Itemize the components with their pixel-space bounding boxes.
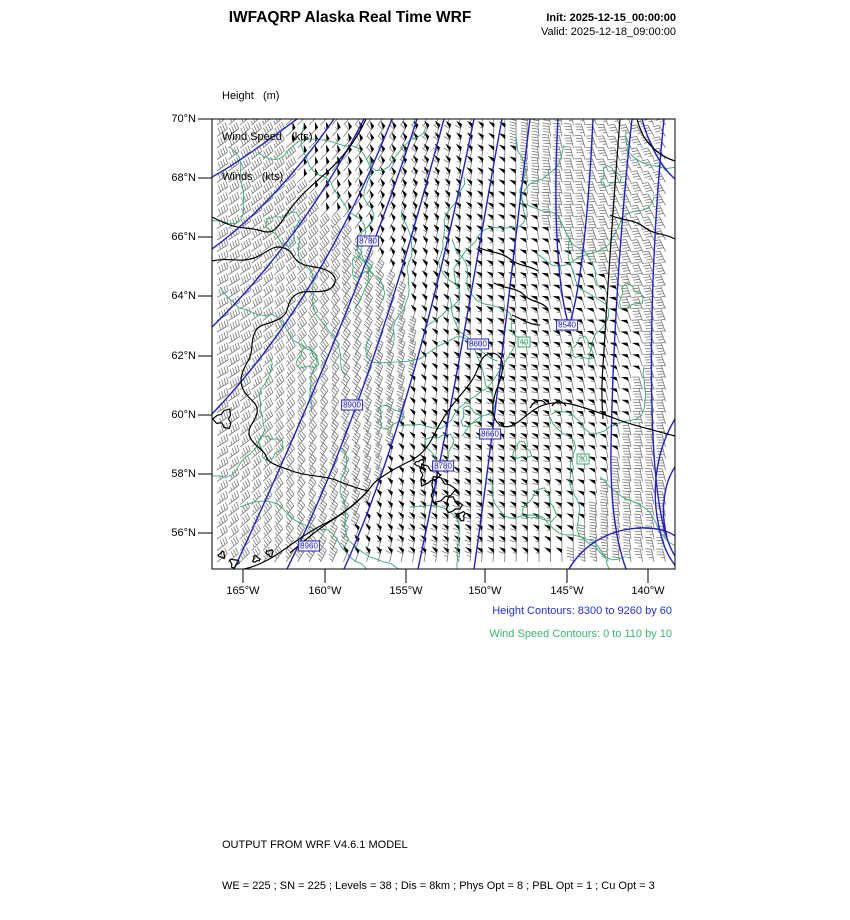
lon-label: 160°W (308, 585, 342, 597)
valid-time: Valid: 2025-12-18_09:00:00 (541, 26, 676, 38)
height-contours-note: Height Contours: 8300 to 9260 by 60 (492, 605, 672, 617)
lon-label: 165°W (226, 585, 260, 597)
lon-label: 140°W (631, 585, 665, 597)
legend-wind-speed: Wind Speed (kts) (222, 130, 313, 143)
height-contour-label: 8540 (558, 320, 576, 330)
height-contour-label: 8600 (469, 339, 487, 349)
lat-label: 66°N (171, 231, 196, 243)
lon-label: 155°W (389, 585, 423, 597)
lat-label: 64°N (171, 290, 196, 302)
init-time: Init: 2025-12-15_00:00:00 (546, 12, 676, 24)
lon-label: 145°W (550, 585, 584, 597)
footer-config: WE = 225 ; SN = 225 ; Levels = 38 ; Dis = 8km ; Phys Opt = 8 ; PBL Opt = 1 ; Cu Opt = 3 (222, 879, 655, 892)
lat-label: 62°N (171, 350, 196, 362)
footer-model: OUTPUT FROM WRF V4.6.1 MODEL (222, 839, 408, 851)
height-contour-label: 8900 (343, 400, 361, 410)
lat-label: 70°N (171, 113, 196, 125)
lat-label: 58°N (171, 468, 196, 480)
legend-winds: Winds (kts) (222, 171, 284, 183)
page-title: IWFAQRP Alaska Real Time WRF (228, 9, 472, 26)
lat-label: 60°N (171, 409, 196, 421)
height-contour-label: 8660 (481, 429, 499, 439)
lat-label: 68°N (171, 172, 196, 184)
height-contour-label: 8780 (359, 236, 377, 246)
wind-barb-pennants (292, 109, 640, 554)
height-contour-label: 8960 (300, 541, 318, 551)
lat-label: 56°N (171, 527, 196, 539)
wind-speed-contours-note: Wind Speed Contours: 0 to 110 by 10 (489, 628, 672, 640)
wind-speed-contour-label: 40 (519, 337, 529, 347)
variables-legend (222, 63, 312, 212)
wind-speed-contour-label: 20 (578, 454, 588, 464)
model-footer (222, 812, 655, 920)
run-times (541, 11, 676, 39)
height-contour-label: 8780 (434, 461, 452, 471)
legend-height: Height (m) (222, 90, 280, 102)
lon-label: 150°W (468, 585, 502, 597)
